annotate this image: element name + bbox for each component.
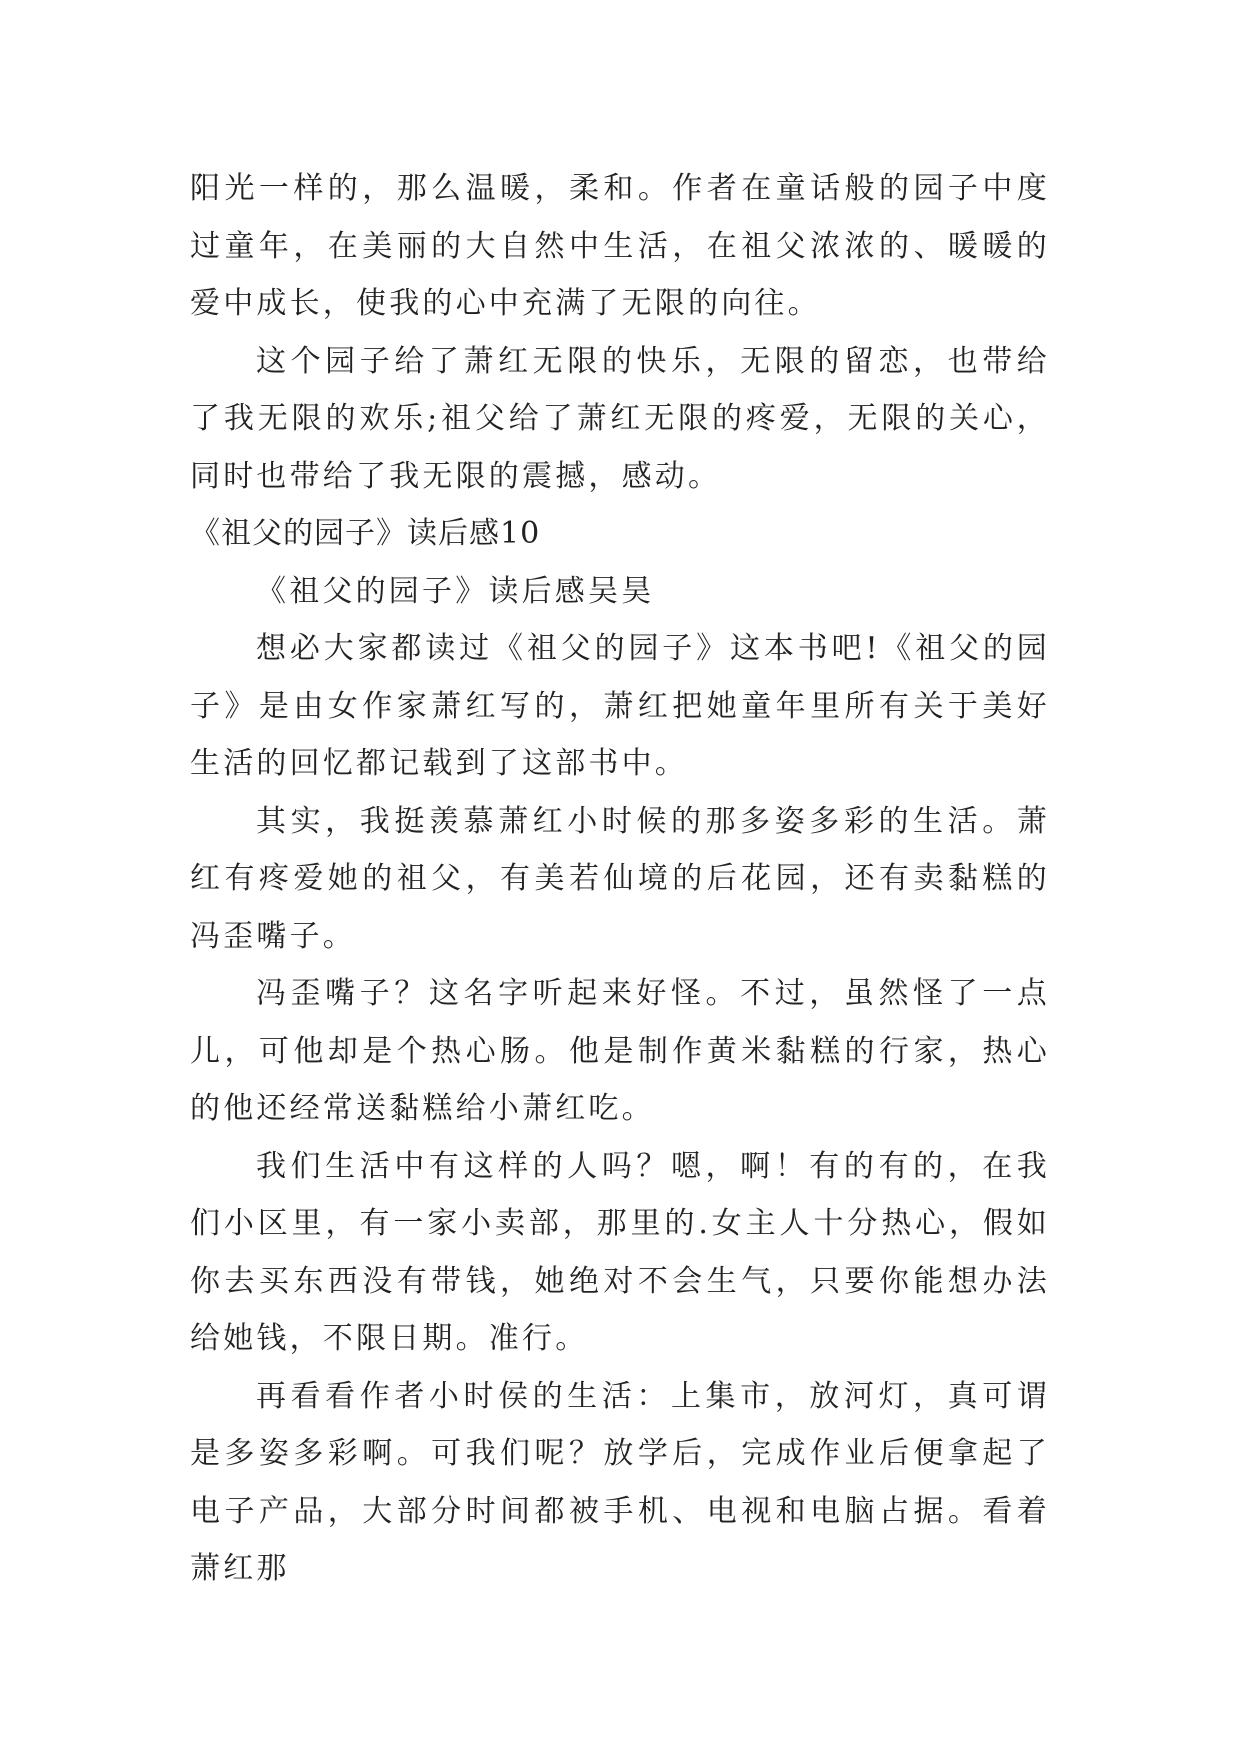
section-heading: 《祖父的园子》读后感10 [190, 516, 541, 551]
essay-paragraph-1: 想必大家都读过《祖父的园子》这本书吧!《祖父的园子》是由女作家萧红写的，萧红把她童年里所有关于美好生活的回忆都记载到了这部书中。 [190, 631, 1050, 781]
essay-paragraph-3: 冯歪嘴子？这名字听起来好怪。不过，虽然怪了一点儿，可他却是个热心肠。他是制作黄米黏糕的行家，热心的他还经常送黏糕给小萧红吃。 [190, 976, 1050, 1126]
paragraph-1: 阳光一样的，那么温暖，柔和。作者在童话般的园子中度过童年，在美丽的大自然中生活，在祖父浓浓的、暖暖的爱中成长，使我的心中充满了无限的向往。 [190, 171, 1050, 321]
essay-paragraph-2: 其实，我挺羡慕萧红小时候的那多姿多彩的生活。萧红有疼爱她的祖父，有美若仙境的后花园，还有卖黏糕的冯歪嘴子。 [190, 803, 1050, 954]
essay-paragraph-4: 我们生活中有这样的人吗？嗯，啊！有的有的，在我们小区里，有一家小卖部，那里的.女主人十分热心，假如你去买东西没有带钱，她绝对不会生气，只要你能想办法给她钱，不限日期。准行。 [190, 1148, 1050, 1356]
document-body [190, 160, 1050, 1598]
essay-paragraph-5: 再看看作者小时侯的生活：上集市，放河灯，真可谓是多姿多彩啊。可我们呢？放学后，完成作业后便拿起了电子产品，大部分时间都被手机、电视和电脑占据。看着萧红那 [190, 1378, 1050, 1586]
essay-title: 《祖父的园子》读后感吴昊 [256, 573, 655, 609]
paragraph-2: 这个园子给了萧红无限的快乐，无限的留恋，也带给了我无限的欢乐;祖父给了萧红无限的疼爱，无限的关心，同时也带给了我无限的震撼，感动。 [190, 343, 1050, 494]
